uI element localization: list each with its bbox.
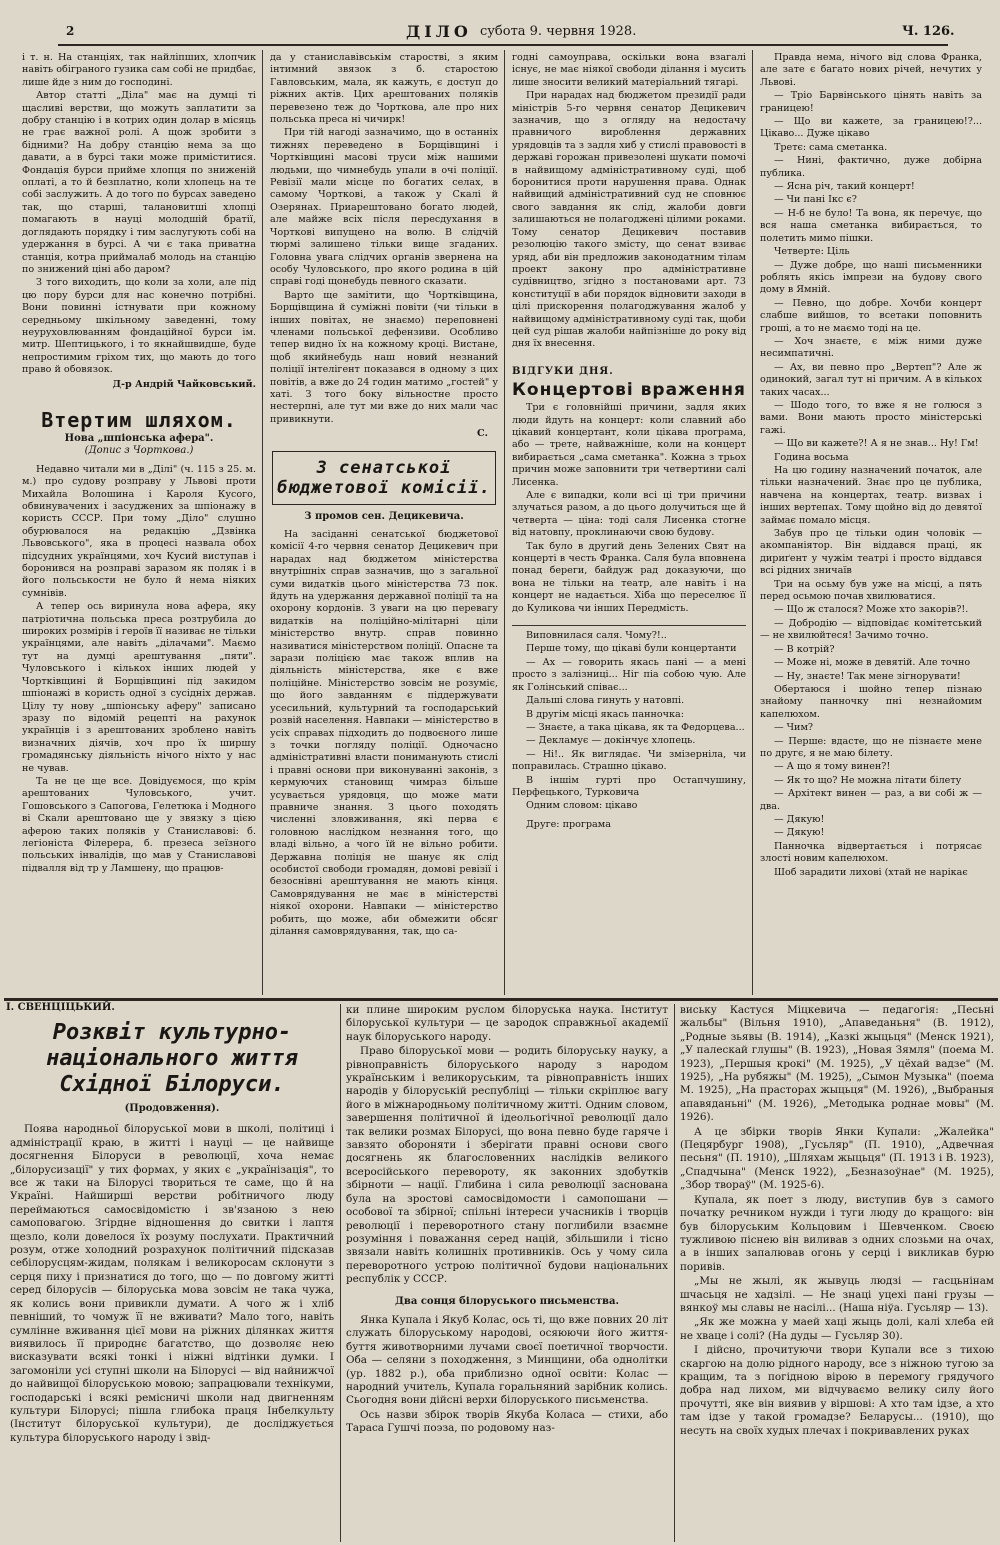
paragraph: Та не це ще все. Довідуємося, що крім арештованих Чуловського, учит. Гошовського з Сапогова, Гелетюка і Модного ві Скали арештовано ще у звязку з цією аферою таких поляків у Станиславові: б. легіоніста Філерера, б. презеса зеїзного польських інвалідів, що мав у Станиславові підвалля від тр у Ламшену, що працюв- — [22, 775, 256, 874]
column-rule — [262, 50, 263, 995]
paragraph: Три є головнійші причини, задля яких люди йдуть на концерт: коли славний або цікавий концертант, коли цікава програма, або — трете, найважніше, коли на концерт вибирається „сама сметанка". Кожна з трьох причин може заповнити три четвертини салі Лисенка. — [512, 402, 746, 488]
dialogue-line: — Ясна річ, такий концерт! — [774, 181, 915, 193]
article-headline: Розквіт культурно-національного життя Східної Білоруси. — [46, 1020, 298, 1097]
paragraph: ки плине широким руслом білоруська наука. Інститут білоруської культури — це зародок справжньої академії наук білоруського народу. — [346, 1004, 668, 1043]
issue-date: субота 9. червня 1928. — [480, 24, 637, 39]
paragraph: Ось назви збірок творів Якуба Коласа — стихи, або Тараса Гушчі поэза, по родовому наз- — [346, 1408, 668, 1435]
paragraph: Право білоруської мови — родить білоруську науку, а рівноправність білоруського народу з народом українським і великоруським, та рівноправність інших народів у білоруській республіці — тільки скріплює вагу його в міжнародньому політичному житті. Одним словом, завершення політичної й ідеольогічної революції дало так велики розмах Білорусі, що вона певно буде гаряче і завзято обороняти і зберігати правні основи свого досягнень як благословенних наслідків великого всеросійського перевороту, як законних здобутків збірноти — нації. Глибина і сила революції заснована була на зростові самосвідомости і самопошани — особової та збірної; спільні інтереси учасників і творців революції і переворотного стану поглибили взаємне розуміння і поважання серед націй, збільшили і тісно звязали навіть колишніх противників. Ось у чому сила переворотного устрою політичної будови національних республік у СССР. — [346, 1045, 668, 1286]
article-subhead: З промов сен. Децикевича. — [304, 510, 464, 522]
column-rule — [674, 1004, 675, 1542]
paragraph: Варто ще замітити, що Чортківщина, Борщівщина й суміжні повіти (чи тільки в інших повітах, не знаємо) переповнені членами польської дефензиви. Особливо тепер видно їх на кожному кроці. Вистане, щоб якийнебудь наш новий незнаний поліції інтелігент показався в одному з цих повітів, а вже до 24 годин матимо „гостей" у хаті. З того боку вільностне просто нестерпні, але тут ми вже до них мали час привикнути. — [270, 289, 498, 425]
dialogue-line: — В котрій? — [774, 643, 835, 655]
dialogue-line: — Н-б не було! Та вона, як перечує, що вся наша сметанка вибирається, то полетить мимо пішки. — [760, 207, 982, 244]
dialogue-line: — Дякую! — [774, 827, 825, 839]
dialogue-line: — Що ви кажете?! А я не знав... Ну! Гм! — [774, 438, 979, 450]
paragraph: і т. н. На станціях, так найліпших, хлопчик навіть обіграного гузика сам собі не придбає, лише йде з ним до господині. — [22, 52, 256, 88]
article-signature: Д-р Андрій Чайковський. — [112, 378, 256, 390]
column-rule — [504, 50, 505, 995]
column-4 — [760, 52, 982, 992]
article-dateline: (Допис з Чорткова.) — [84, 445, 194, 457]
masthead-rule — [58, 44, 948, 46]
paragraph: „Як же можна у маей хаці жыць долі, калі хлеба ей не хваце і солі? (На дуды — Гусьляр 30). — [680, 1316, 994, 1342]
dialogue-line: — Дякую! — [774, 813, 825, 825]
headline-box — [272, 451, 496, 505]
dialogue-line: — Як то що? Не можна літати білету — [774, 774, 962, 786]
dialogue-line: — Тріо Барвінського цінять навіть за границею! — [760, 90, 982, 114]
dialogue-line: В іншім гурті про Остапчушину, Перфецького, Турковича — [512, 774, 746, 798]
dialogue-line: — Архітект винен — раз, а ви собі ж — два. — [760, 788, 982, 812]
paragraph: При тій нагоді зазначимо, що в останніх тижнях переведено в Борщівщині і Чортківщині масові труси між нашими людьми, що чимнебудь упали в очі поліції. Ревізії мали місце по богатих селах, в самому Чорткові, а також у Скалі й Озерянах. Приарештовано богато людей, але майже всіх після пересдухання в Чорткові випущено на волю. В слідчій тюрмі залишено тільки вище згаданих. Головна увага слідчих органів звернена на особу Чуловського, про якого родина в цій справі годі щонебудь певного сказати. — [270, 127, 498, 288]
dialogue-line: Година восьма — [774, 451, 849, 463]
paragraph: А це збірки творів Янки Купали: „Жалейка" (Пецярбург 1908), „Гусьляр" (П. 1910), „Адвечная песьня" (П. 1910), „Шляхам жыцьця" (П. 1913 і В. 1923), „Спадчына" (Менск 1922), „Безназоўнае" (М. 1925), „Збор твораў" (М. 1925-6). — [680, 1125, 994, 1192]
dialogue-line: Четверте: Ціль — [774, 246, 850, 258]
paragraph: Автор статті „Діла" має на думці ті щасливі верстви, що можуть заплатити за добру станцію і в котрих один долар в місяць не грає важної ролі. А щож зробити з бідними? На добру станцію нема за що давати, а в бурсі таки може приміститися. Фондація бурси прийме хлопця по зниженій оплаті, а то й безплатно, коли хлопець на те собі заслужить. А до того по бурсах заведено так, що старші, талановитші хлопці помагають в науці молодшій братії, доглядають порядку і тим заслугують собі на удержання в бурсі. А чи є така приватна станція, котра приймалаб молодь на станцію по знижений ціні або даром? — [22, 90, 256, 275]
issue-number: Ч. 126. — [902, 24, 955, 39]
paragraph: да у станиславівськім старостві, з яким інтимний звязок з б. старостою Гавловським, мала, як кажуть, є доступ до ріжних актів. Цих арештованих поляків перевезено теж до Чорткова, але про них польська преса ні чичирк! — [270, 52, 498, 126]
article-signature: С. — [477, 428, 488, 440]
column-rule — [752, 50, 753, 995]
dialogue-line: — Певно, що добре. Хочби концерт слабше вийшов, то всетаки поповнить гроші, а то не маємо тоді на це. — [760, 297, 982, 334]
paragraph: виську Кастуся Міцкевича — педагогія: „Песьні жальбы" (Вільня 1910), „Апаведаньня" (В. 1912), „Родные зьявы (В. 1914), „Казкі жыцьця" (Менск 1921), „У палескай глушы" (В. 1923), „Новая Зямля" (поема М. 1923), „Першыя крокі" (М. 1925), „У цёхай вадзе" (М. 1925), „На рубяжы" (М. 1925), „Сымон Музыка" (поема М. 1925), „На прасторах жыцьця" (М. 1926), „Выбраныя апавяданьні" (М. 1926), „Методыка роднае мовы" (М. 1926). — [680, 1004, 994, 1124]
dialogue-line: Перше тому, що цікаві були концертанти — [526, 643, 737, 655]
dialogue-line: Панночка відвертається і потрясає злості новим капелюхом. — [760, 840, 982, 865]
column-3 — [512, 52, 746, 992]
dialogue-line: — Що ж сталося? Може хто закорів?!. — [774, 604, 969, 616]
column-2 — [270, 52, 498, 992]
dialogue-line: — Перше: вдасте, що не пізнаєте мене по другє, я не маю білету. — [760, 735, 982, 759]
dialogue-line: — Чи пані Ікс є? — [774, 194, 857, 206]
dialogue-line: — Нині, фактично, дуже добірна публика. — [760, 155, 982, 179]
dialogue-line: — Знаєте, а така цікава, як та Федорцева... — [526, 721, 745, 733]
article-headline: З сенатської бюджетової комісії. — [277, 457, 491, 498]
newspaper-title: ДІЛО — [406, 22, 472, 41]
section-divider — [4, 998, 998, 1001]
dialogue-line: Третє: сама сметанка. — [774, 141, 888, 153]
paragraph: Поява народньої білоруської мови в школі, політиці і адміністрації краю, в житті і науці — це найвище досягнення Білоруси в революції, хоча немає „білорусизації" у тих формах, у яких є „українізація", то все ж таки на Білорусі твориться те саме, що й на Україні. Найширші верстви робітничого люду переймаються самосвідомістю і зв'язаною з нею самоповагою. Згірдне відношення до свитки і лаптя щезло, коли довелося їх розуму послухати. Практичний розум, отже холодний розрахунок політичний підсказав себілорусцям-жидам, полякам і великоросам склонути з серця пиху і признатися до того, що — по довгому житті серед білорусів — білоруська мова зовсім не така чужа, як колись вони привикли думати. А чого ж і хліб певніший, то чомуж її не вживати? Мало того, навіть сумлінне вживання цієї мови на ріжних ділянках життя виявилось її природнє багатство, що дозволяє нею висказувати всякі тонкі і ніжні відтінки думки. І загомоніли усі ступні школи на Білорусі — від найнижчої до найвищої білоруською мовою; запрацювали технікуми, господарські і всякі ремісничі школи над двигненням культури Білорусі; пішла глибока праця Інбелкульту (Інститут білоруської культури), де досліджується культура білоруського народу і звід- — [10, 1123, 334, 1444]
dialogue-line: В другім місці якась панночка: — [526, 708, 684, 720]
masthead — [0, 22, 1000, 44]
paragraph: „Мы не жылі, як жывуць людзі — гасцьнінам шчасьця не хадзілі. — Не знаці уцехі пані грузы — вянкоў мы славы не насілі... (Наша ніўа. Гусьляр — 13). — [680, 1275, 994, 1314]
dialogue-line: Три на осьму був уже на місці, а пять перед осьмою почав хвилюватися. — [760, 578, 982, 603]
paragraph: З того виходить, що коли за холи, але під цю пору бурси для нас конечно потрібні. Вони повинні істнувати при кожному середньому шкільному заведенні, тому неуруховлюванням фондаційної бурси ім. митр. Шептицького, і то якнайшвидше, буде непростимим гріхом тих, що мають до того право й обовязок. — [22, 277, 256, 376]
dialogue-line: — А що я тому винен?! — [774, 761, 891, 773]
paragraph: Купала, як поет з люду, виступив був з самого початку речником нужди і туги люду до кращого: він був білоруським Кольцовим і Шевченком. Своєю тужливою піснею він виливав з одних слозьми на очах, а в інших запалював огонь у серці і викликав бурю поривів. — [680, 1193, 994, 1273]
paragraph: І дійсно, прочитуючи твори Купали все з тихою скаргою на долю рідного народу, все з ніжною тугою за кращим, та з погідною вірою в перемогу грядучого добра над лихом, ми відчуваємо велику силу його прочутті, яке він виявив у віршові: А хто там ідзе, а хто там ідзе у такой громадзе? Беларусы... (1910), що несуть на своїх худых плечах і покривавлених руках — [680, 1344, 994, 1437]
dialogue-line: Правда нема, нічого від слова Франка, але зате є багато нових річей, нечутих у Львові. — [760, 52, 982, 88]
dialogue-line: Одним словом: цікаво — [526, 800, 638, 812]
article-headline: Втертим шляхом. — [41, 407, 237, 432]
dialogue-line: — Добродію — відповідає комітетський — не хвилюйтеся! Зачимо точно. — [760, 617, 982, 642]
article-author: І. СВЕНЦІЦЬКИЙ. — [6, 1002, 115, 1013]
dialogue-line: Забув про це тільки один чоловік — акомпаніятор. Він віддався праці, як дириґент у чужім театрі і просто віддався всі рідних зничаїв — [760, 528, 982, 577]
paragraph: годні самоуправа, оскільки вона взагалі існує, не має ніякої свободи ділання і мусить лише зносити великий матеріальний тягарі. — [512, 52, 746, 88]
paragraph: А тепер ось виринула нова афера, яку патріотична польська преса розтрубила до широких розмірів і героїв її називає не тільки українцями, але навіть „ділачами". Маємо тут на думці арештування „пяти". Чуловського і кількох інших людей у Чортківщині й Борщівщині під закидом шпіонажі в користь одної з сусідніх держав. Цілу ту нову „шпіонську аферу" записано зразу по відомій рецепті на рахунок українців і з арештованих зроблено навіть визначних діячів, хоч про їх ширшу громадянську діяльність нічого ніхто у нас не чував. — [22, 601, 256, 774]
paragraph: Янка Купала і Якуб Колас, ось ті, що вже повних 20 літ служать білоруському народові, осяюючи його життя-буття животворними лучами своєї поетичної творчости. Оба — селяни з походження, з Минщини, оба однолітки (ур. 1882 р.), оба приблизно одної освіти: Колас — народний учитель, Купала горальняний зарібник колись. Сьогодня вони дійсні верхи білоруського письменства. — [346, 1313, 668, 1407]
paragraph: Друге: програма — [526, 818, 611, 830]
continuation-note: (Продовження). — [124, 1103, 220, 1114]
dialogue-line: — Хоч знаєте, є між ними дуже несимпатичні. — [760, 335, 982, 360]
column-1 — [22, 52, 256, 992]
column-rule — [340, 1004, 341, 1542]
dialogue-line: — Ні!.. Як виглядає. Чи змізерніла, чи поправилась. Страшно цікаво. — [512, 748, 746, 773]
dialogue-line: — Декламує — докінчує хлопець. — [526, 735, 696, 747]
article-headline: Концертові враження — [512, 380, 746, 401]
paragraph: Але є випадки, коли всі ці три причини злучаться разом, а до цього долучиться ще й четверта — ціна: тоді саля Лисенка стогне від натовпу, проклинаючи свою будову. — [512, 490, 746, 539]
paragraph: При нарадах над бюджетом президії ради міністрів 5-го червня сенатор Децикевич зазначив, що з огляду на недостачу правничого вироблення державних урядовців та з задля хиб у стислі правовості в державі горожан привезолені шукати помочі в найвищому адміністративному суді, щоб боронитися проти нарушення права. Однак найвищий адміністративний суд не сповнює свого завдання як слід, жалоби довги залишаються не полагоджені цілими роками. Тому сенатор Децикевич поставив резолюцію такого змісту, що сенат взиває уряд, аби він предложив законодатним тілам проект закону про адміністративне судівництво, згідно з постановами арт. 73 конституції в аби порядок відновити заходи в цілі прискорення полагоджування жалоб у найвищому адміністративному суді так, щоби цей суд рішав жалоби найпізніше до року від дня їх внесення. — [512, 90, 746, 350]
paragraph: На засіданні сенатської бюджетової комісії 4-го червня сенатор Децикевич при нарадах над бюджетом міністерства внутрішніх справ зазначив, що з загальної суми видатків цього міністерства 73 пок. йдуть на удержання державної поліції та на охорону кордонів. З уваги на цю перевагу видатків на поліційно-мілітарні ціли міністерство внутр. справ повинно називатися міністерством поліції. Опасне та зарази поліцією має також вплив на діяльність міністерства, яке є вже поліційне. Міністерство зовсім не розуміє, що його завданням є піддержувати усесильний, культурний та господарський розвій населення. Навпаки — міністерство в усіх справах підходить до подвоєного лише з точки погляду поліції. Одночасно адміністративні власти пониманують стислі і правні основи при виконуванні законів, з кермуючих становищ чимраз більше усувається урядовця, що може мати правниче знання. З цього походять численні зловживання, які перва є головною наслідком незнання того, що владі вільно, а чого їй не вільно робити. Державна поліція не шанує як слід особистої свободи громадян, домові ревізії і безоснівні арештування не мають кінця. Самоврядування не має в міністерстві ніякої охорони. Навпаки — міністерство робить, що може, аби обмежити обсяг ділання самоврядування, так, що са- — [270, 529, 498, 937]
dialogue-line: — Може ні, може в девятій. Але точно — [774, 657, 971, 669]
dialogue-line: — Шодо того, то вже я не голюся з вами. Вони мають просто міністерські гажі. — [760, 399, 982, 436]
page-number-left: 2 — [66, 24, 75, 38]
dialogue-line: — Дуже добре, що наші письменники роблять якісь імпрези на будову свого дому в Ямній. — [760, 259, 982, 296]
bottom-column-2 — [346, 1004, 668, 1542]
dialogue-line: Виповнилася саля. Чому?!.. — [526, 630, 667, 642]
dialogue-line: — Ну, знаєте! Так мене зігнорувати! — [774, 670, 961, 682]
bottom-column-3 — [680, 1004, 994, 1542]
paragraph: Так було в другий день Зелених Свят на концерті в честь Франка. Саля була вповнена понад береги, байдуж рад доказуючи, що вона не тільки на театр, але навіть і на концерт не надається. Хіба що переселює її до Куликова чи інших Передмість. — [512, 540, 746, 614]
dialogue-line: Шоб зарадити лихові (хтай не нарікає — [774, 866, 968, 878]
dialogue-line: На цю годину назначений початок, але тільки назначений. Знає про це публика, навчена на концертах, театр. визвах і інших вертепах. Тому щойно від до девятої займає помало місця. — [760, 465, 982, 526]
dialogue-line: — Ах — говорить якась пані — а мені просто з залізниці... Ніг піа собою чую. Але як Голінський співає... — [512, 656, 746, 693]
dialogue-line: Дальші слова гинуть у натовпі. — [526, 695, 685, 707]
dialogue-line: — Ах, ви певно про „Вертеп"? Але ж одинокий, загал тут ні причим. А в кількох таких часах... — [760, 361, 982, 398]
bottom-column-1 — [10, 1020, 334, 1542]
dialogue-line: Обертаюся і шойно тепер пізнаю знайому панночку пні незнайомим капелюхом. — [760, 683, 982, 720]
section-label: ВІДГУКИ ДНЯ. — [512, 365, 614, 377]
article-subhead: Два сонця білоруського письменства. — [395, 1295, 619, 1307]
paragraph: Недавно читали ми в „Ділі" (ч. 115 з 25. м. м.) про судову розправу у Львові проти Михайла Волошина і Кароля Кусого, обвинувачених і засуджених за шпіонажу в користь СССР. При тому „Діло" слушно обурювалося на редакцію „Дзвінка Львовського", яка в процесі назвала обох підсудних українцями, хоч Кусий виступав і боронився на розправі заразом як поляк і в його польськости не було й нема ніяких сумнівів. — [22, 463, 256, 599]
dialogue-line: — Що ви кажете, за границею!?... Цікаво... Дуже цікаво — [760, 116, 982, 140]
dialogue-line: — Чим? — [774, 722, 814, 734]
article-subhead: Нова „шпіонська афера". — [64, 432, 214, 444]
